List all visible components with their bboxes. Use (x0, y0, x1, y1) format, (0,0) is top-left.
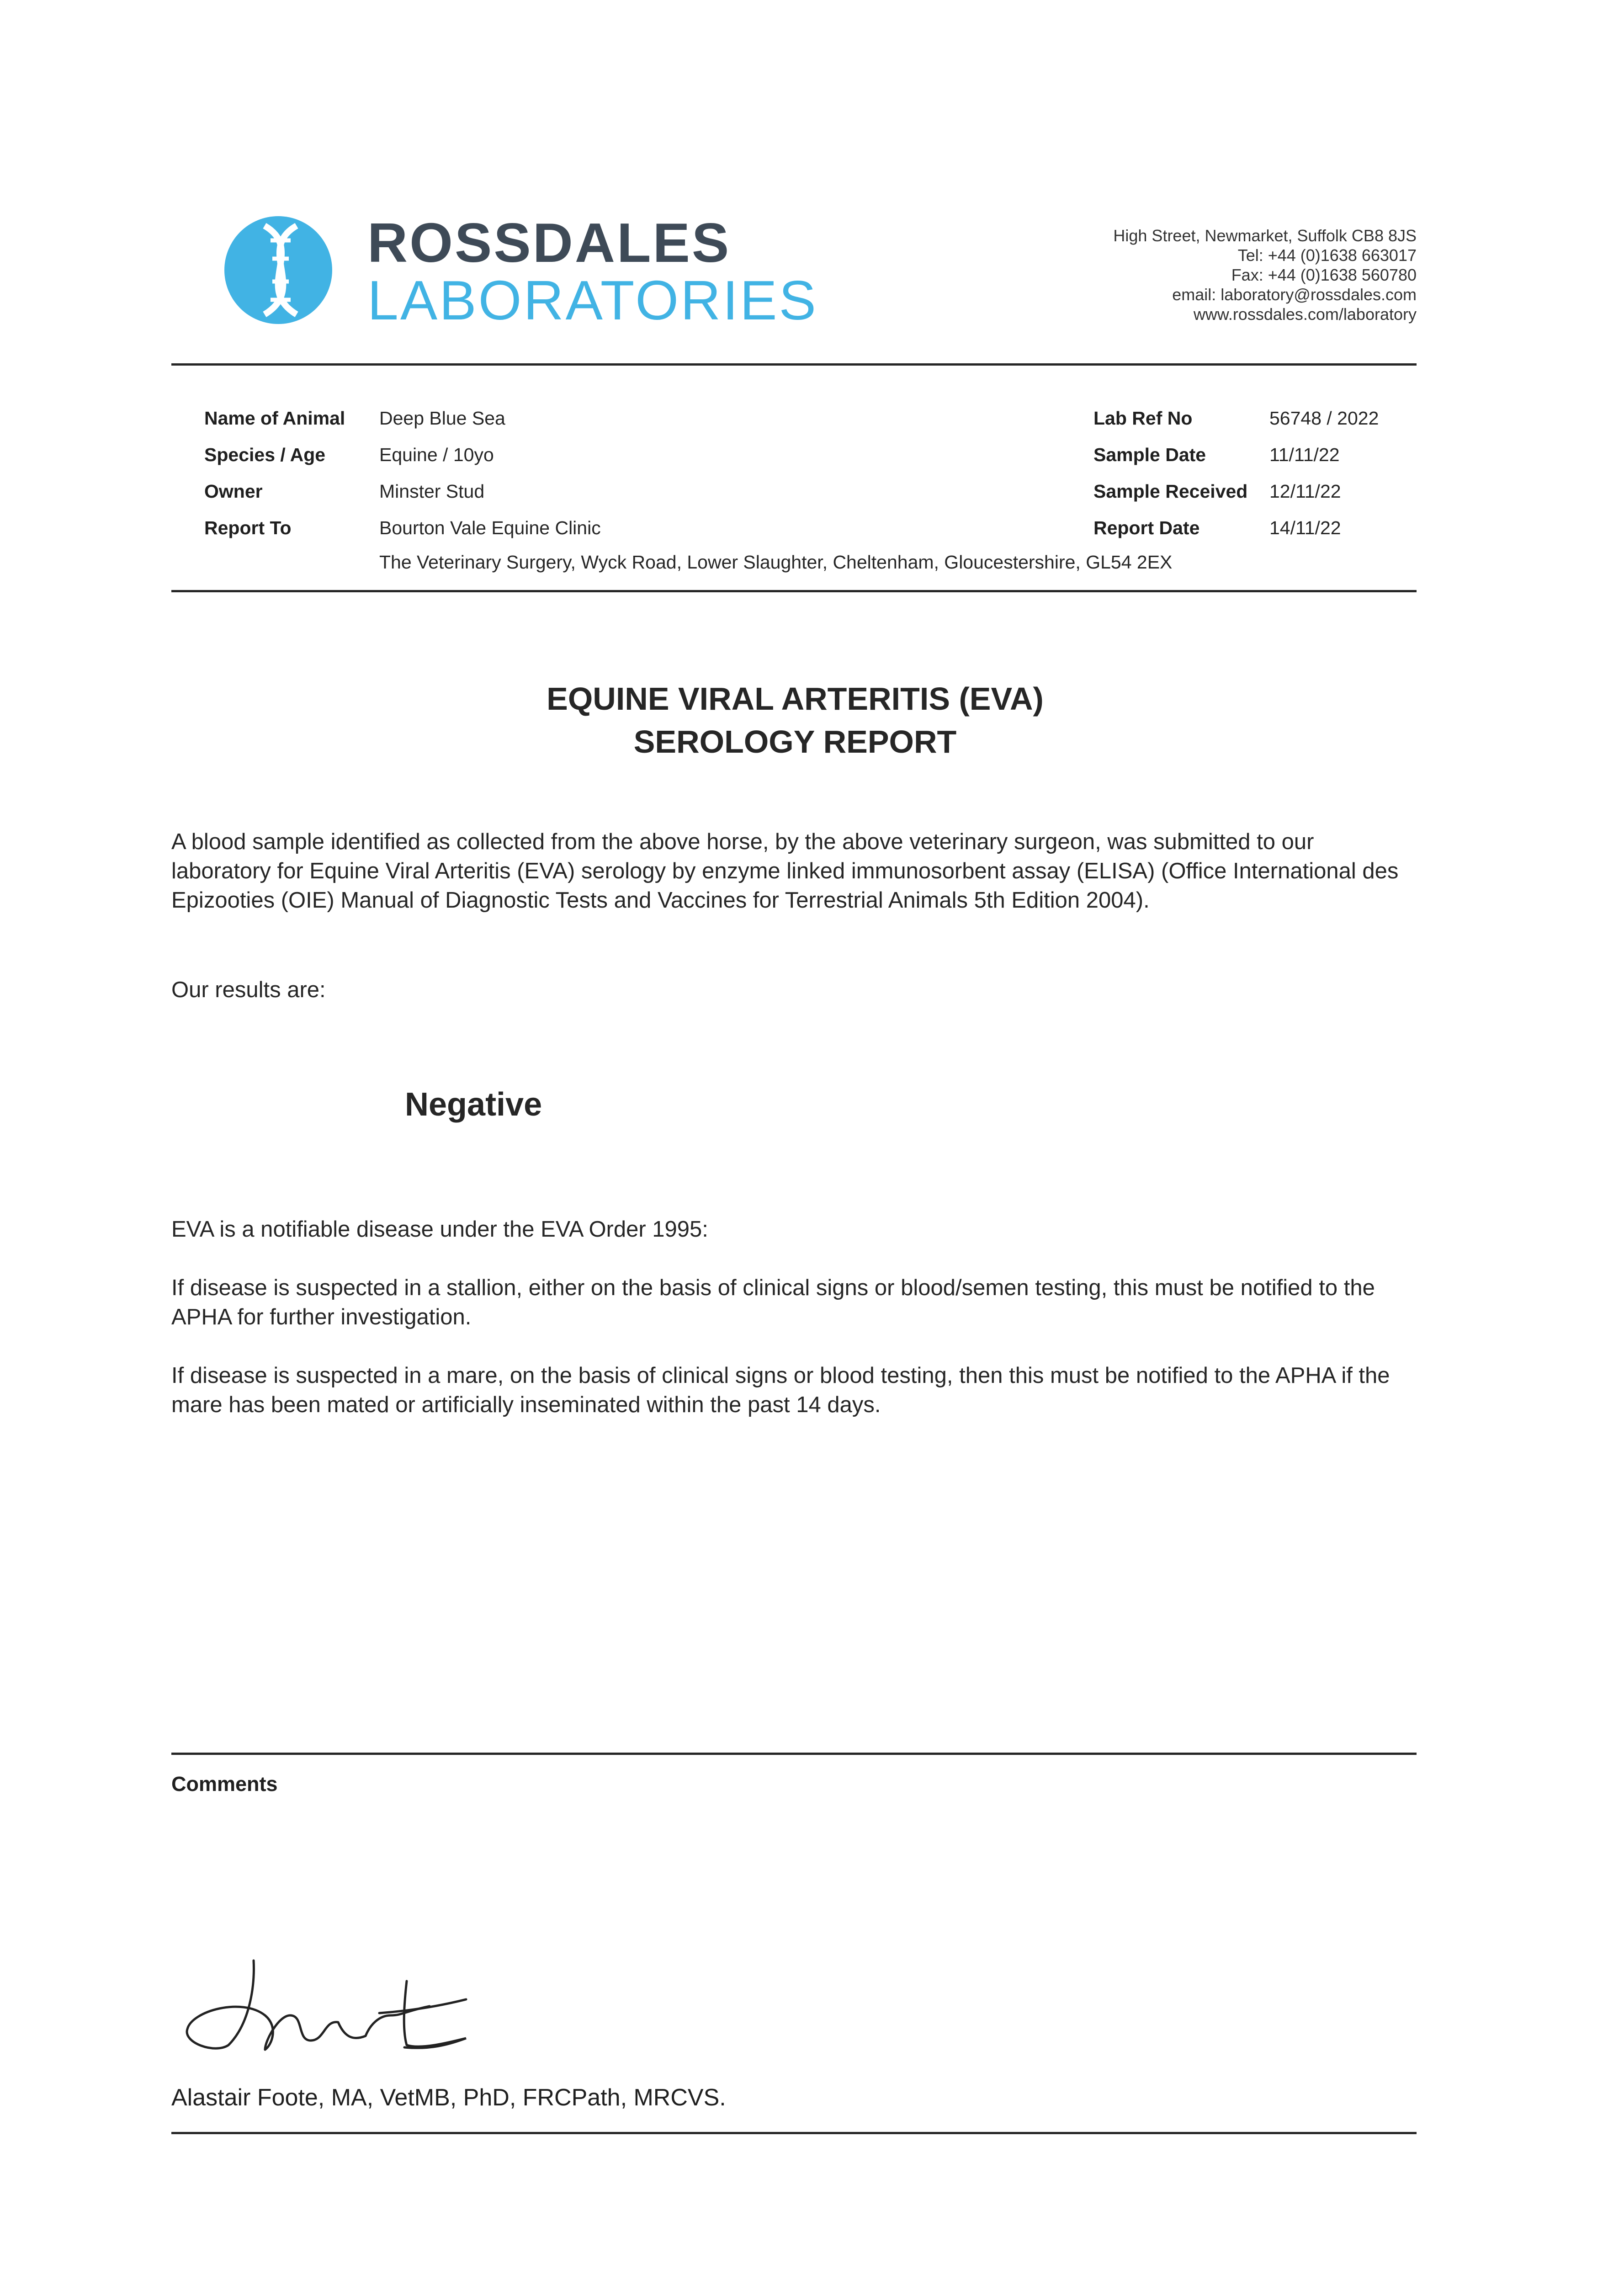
sample-date-label: Sample Date (1093, 444, 1206, 465)
owner-value: Minster Stud (379, 481, 485, 502)
contact-block (1113, 226, 1417, 324)
signatory-name: Alastair Foote, MA, VetMB, PhD, FRCPath, MRCVS. (171, 2084, 726, 2111)
header-divider (171, 363, 1417, 366)
report-date-label: Report Date (1093, 517, 1200, 538)
lab-fax: Fax: +44 (0)1638 560780 (1231, 266, 1417, 284)
sample-received-label: Sample Received (1093, 481, 1248, 502)
species-age-label: Species / Age (204, 444, 326, 465)
brand-name-line1: ROSSDALES (367, 212, 731, 274)
dna-logo-icon (221, 213, 340, 327)
sample-received-value: 12/11/22 (1269, 481, 1341, 502)
report-title-line1: EQUINE VIRAL ARTERITIS (EVA) (547, 681, 1044, 717)
comments-divider (171, 1753, 1417, 1755)
info-divider (171, 590, 1417, 592)
lab-ref-value: 56748 / 2022 (1269, 408, 1379, 429)
lab-ref-label: Lab Ref No (1093, 408, 1193, 429)
mare-note: If disease is suspected in a mare, on the basis of clinical signs or blood testing, then this must be notified to the APHA if the mare has been mated or artificially inseminated within the past 14 days. (171, 1363, 1390, 1417)
intro-paragraph: A blood sample identified as collected from the above horse, by the above veterinary surgeon, was submitted to our laboratory for Equine Viral Arteritis (EVA) serology by enzyme linked immunosorbent assay (ELISA) (Office International des Epizooties (OIE) Manual of Diagnostic Tests and Vaccines for Terrestrial Animals 5th Edition 2004). (171, 829, 1399, 913)
owner-label: Owner (204, 481, 263, 502)
name-of-animal-value: Deep Blue Sea (379, 408, 505, 429)
comments-label: Comments (171, 1772, 278, 1796)
lab-email: email: laboratory@rossdales.com (1172, 285, 1417, 304)
report-to-address: The Veterinary Surgery, Wyck Road, Lower Slaughter, Cheltenham, Gloucestershire, GL54 2EX (379, 552, 1173, 573)
species-age-value: Equine / 10yo (379, 444, 494, 465)
brand-name-line2: LABORATORIES (367, 269, 818, 331)
results-intro: Our results are: (171, 978, 326, 1002)
stallion-note: If disease is suspected in a stallion, either on the basis of clinical signs or blood/semen testing, this must be notified to the APHA for further investigation. (171, 1275, 1375, 1329)
notifiable-statement: EVA is a notifiable disease under the EVA Order 1995: (171, 1217, 708, 1242)
report-title (0, 677, 1590, 763)
lab-telephone: Tel: +44 (0)1638 663017 (1237, 246, 1417, 265)
report-to-label: Report To (204, 517, 292, 538)
name-of-animal-label: Name of Animal (204, 408, 345, 429)
report-date-value: 14/11/22 (1269, 517, 1341, 538)
lab-website: www.rossdales.com/laboratory (1193, 305, 1417, 324)
result-value: Negative (405, 1086, 542, 1123)
report-to-value: Bourton Vale Equine Clinic (379, 517, 601, 538)
signature-image (174, 1947, 503, 2061)
lab-address: High Street, Newmarket, Suffolk CB8 8JS (1113, 226, 1417, 245)
report-title-line2: SEROLOGY REPORT (633, 724, 957, 760)
sample-date-value: 11/11/22 (1269, 444, 1340, 465)
footer-divider (171, 2132, 1417, 2134)
